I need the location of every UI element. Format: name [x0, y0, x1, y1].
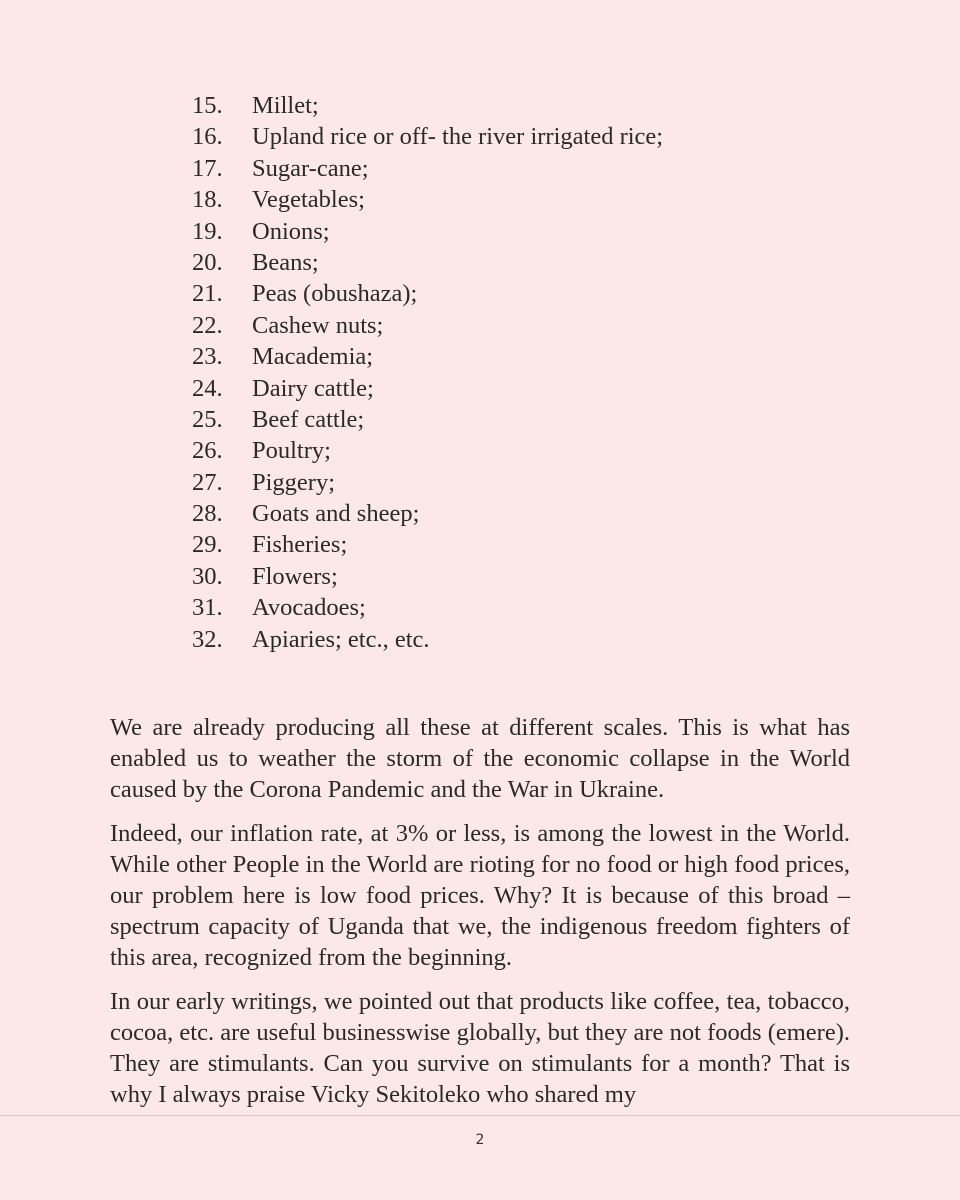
list-number: 19. — [192, 217, 223, 245]
page-number: 2 — [475, 1132, 485, 1148]
list-number: 22. — [192, 311, 223, 339]
list-item — [192, 529, 663, 560]
list-text: Piggery; — [252, 468, 336, 496]
list-text: Flowers; — [252, 562, 338, 590]
numbered-list — [192, 90, 663, 655]
list-number: 24. — [192, 374, 223, 402]
list-number: 18. — [192, 186, 223, 214]
list-item — [192, 216, 663, 247]
list-text: Goats and sheep; — [252, 500, 420, 528]
list-item — [192, 624, 663, 655]
list-text: Apiaries; etc., etc. — [252, 625, 430, 653]
list-number: 28. — [192, 500, 223, 528]
list-text: Fisheries; — [252, 531, 348, 559]
list-item — [192, 592, 663, 623]
list-number: 17. — [192, 154, 223, 182]
list-item — [192, 498, 663, 529]
list-text: Dairy cattle; — [252, 374, 374, 402]
list-text: Sugar-cane; — [252, 154, 369, 182]
list-text: Beans; — [252, 248, 319, 276]
list-number: 30. — [192, 562, 223, 590]
list-text: Upland rice or off- the river irrigated rice; — [252, 123, 664, 151]
list-number: 25. — [192, 405, 223, 433]
list-text: Millet; — [252, 92, 319, 119]
list-number: 31. — [192, 594, 223, 622]
list-item — [192, 247, 663, 278]
list-item — [192, 435, 663, 466]
list-number: 21. — [192, 280, 223, 308]
list-item — [192, 310, 663, 341]
page-divider — [0, 1115, 960, 1116]
list-item — [192, 341, 663, 372]
list-number: 23. — [192, 343, 223, 371]
list-text: Vegetables; — [252, 186, 365, 214]
list-text: Macademia; — [252, 343, 374, 371]
paragraph: In our early writings, we pointed out that products like coffee, tea, tobacco, cocoa, etc. are useful businesswise globally, but they are not foods (emere). They are stimulants. Can you survive on stimulants for a month? That is why I always praise Vicky Sekitoleko who shared my — [110, 987, 850, 1109]
list-text: Beef cattle; — [252, 405, 365, 433]
list-text: Poultry; — [252, 437, 331, 465]
list-item — [192, 90, 663, 121]
list-text: Onions; — [252, 217, 330, 245]
paragraph: Indeed, our inflation rate, at 3% or less, is among the lowest in the World. While other People in the World are rioting for no food or high food prices, our problem here is low food prices. Why? It is because of this broad – spectrum capacity of Uganda that we, the indigenous freedom fighters of this area, recognized from the beginning. — [110, 819, 850, 972]
list-item — [192, 278, 663, 309]
list-item — [192, 153, 663, 184]
list-number: 27. — [192, 468, 223, 496]
body-text — [110, 712, 850, 1122]
list-item — [192, 373, 663, 404]
list-text: Peas (obushaza); — [252, 280, 418, 308]
list-number: 29. — [192, 531, 223, 559]
list-item — [192, 121, 663, 152]
list-item — [192, 467, 663, 498]
list-item — [192, 561, 663, 592]
paragraph: We are already producing all these at different scales. This is what has enabled us to weather the storm of the economic collapse in the World caused by the Corona Pandemic and the War in Ukraine. — [110, 714, 850, 804]
list-text: Avocadoes; — [252, 594, 366, 622]
list-number: 32. — [192, 625, 223, 653]
list-item — [192, 184, 663, 215]
list-item — [192, 404, 663, 435]
list-number: 16. — [192, 123, 223, 151]
list-text: Cashew nuts; — [252, 311, 384, 339]
list-number: 15. — [192, 92, 223, 119]
list-number: 20. — [192, 248, 223, 276]
list-number: 26. — [192, 437, 223, 465]
